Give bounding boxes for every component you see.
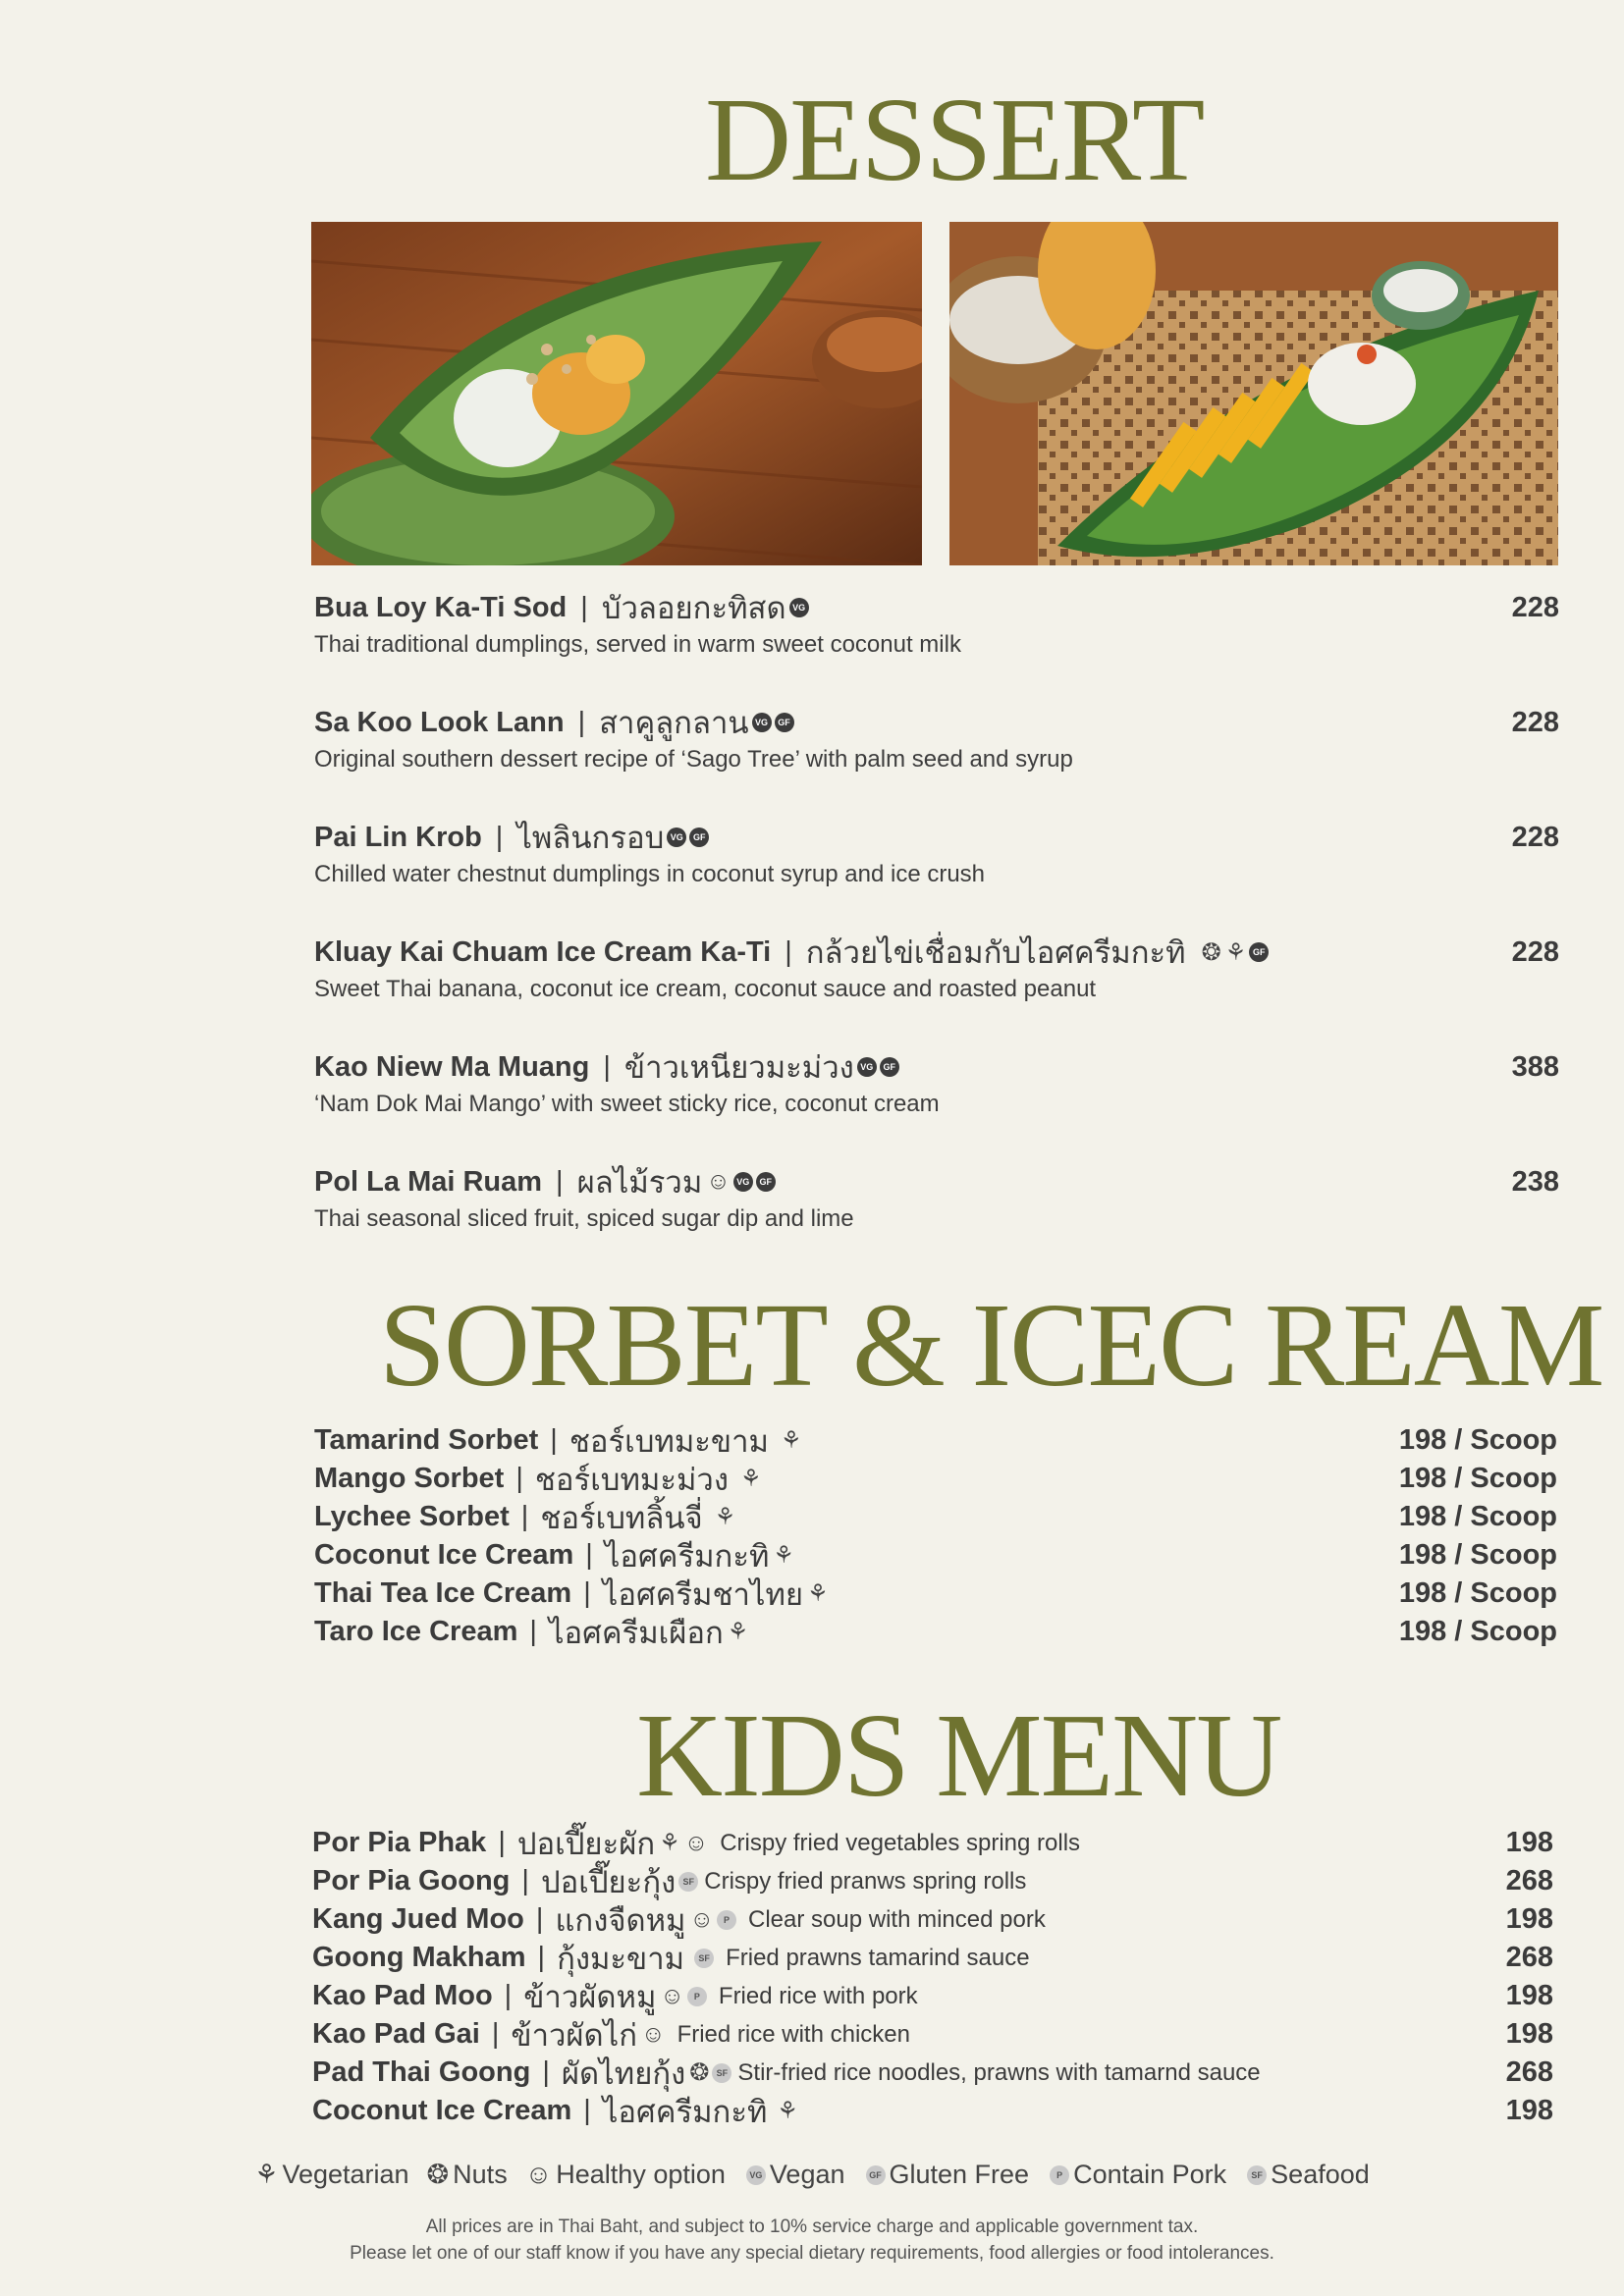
separator: | bbox=[498, 1827, 506, 1858]
item-name: Kang Jued Moo bbox=[312, 1903, 524, 1935]
separator: | bbox=[537, 1942, 546, 1973]
legend-gluten-free bbox=[863, 2160, 1030, 2190]
item-name: Pad Thai Goong bbox=[312, 2056, 531, 2088]
separator: | bbox=[515, 1463, 523, 1494]
legend-vegan bbox=[743, 2160, 845, 2190]
separator: | bbox=[583, 1577, 591, 1609]
item-price: 198 / Scoop bbox=[1398, 1577, 1557, 1609]
sorbet-title: SORBET & ICEC REAM bbox=[379, 1279, 1603, 1412]
legend-label: Gluten Free bbox=[889, 2160, 1030, 2189]
dessert-photo-mango-sticky-rice bbox=[949, 222, 1558, 565]
item-name: Pol La Mai Ruam bbox=[314, 1165, 543, 1198]
kids-row bbox=[312, 1824, 1553, 1862]
healthy-option-icon: ☺ bbox=[641, 2020, 666, 2048]
item-thai-name: กล้วยไข่เชื่อมกับไอศครีมกะทิ bbox=[805, 935, 1186, 970]
menu-item-bua-loy bbox=[314, 586, 1559, 659]
item-thai-name: ชอร์เบทมะม่วง bbox=[534, 1462, 729, 1497]
item-name: Lychee Sorbet bbox=[314, 1501, 510, 1532]
item-thai-name: ผัดไทยกุ้ง bbox=[561, 2056, 686, 2091]
item-thai-name: สาคูลูกลาน bbox=[599, 706, 749, 740]
legend-label: Contain Pork bbox=[1073, 2160, 1227, 2189]
item-price: 198 bbox=[1505, 1827, 1553, 1858]
gluten-free-badge-icon: GF bbox=[775, 713, 794, 732]
seafood-badge-icon: SF bbox=[712, 2063, 731, 2083]
separator: | bbox=[504, 1980, 513, 2011]
legend-nuts bbox=[427, 2160, 508, 2190]
item-name: Goong Makham bbox=[312, 1942, 526, 1973]
item-name: Bua Loy Ka-Ti Sod bbox=[314, 591, 568, 623]
item-price: 238 bbox=[1511, 1165, 1559, 1198]
separator: | bbox=[491, 2018, 500, 2050]
kids-row bbox=[312, 1939, 1553, 1977]
vegetarian-icon: ⚘ bbox=[773, 1542, 794, 1569]
item-name: Coconut Ice Cream bbox=[314, 1539, 574, 1571]
item-description: Sweet Thai banana, coconut ice cream, coconut sauce and roasted peanut bbox=[314, 976, 1097, 1002]
menu-item-pol-la-mai bbox=[314, 1160, 1559, 1233]
item-description: ‘Nam Dok Mai Mango’ with sweet sticky rice, coconut cream bbox=[314, 1091, 940, 1117]
item-price: 198 bbox=[1505, 2095, 1553, 2126]
item-thai-name: ข้าวเหนียวมะม่วง bbox=[623, 1050, 854, 1085]
seafood-badge-icon: SF bbox=[678, 1872, 698, 1892]
item-description: Thai seasonal sliced fruit, spiced sugar dip and lime bbox=[314, 1205, 854, 1232]
item-thai-name: ชอร์เบทมะขาม bbox=[568, 1423, 769, 1459]
contain-pork-badge-icon: P bbox=[717, 1910, 736, 1930]
gluten-free-badge-icon: GF bbox=[756, 1172, 776, 1192]
healthy-option-icon: ☺ bbox=[706, 1168, 731, 1195]
separator: | bbox=[529, 1616, 537, 1647]
item-price: 228 bbox=[1511, 821, 1559, 853]
healthy-option-icon: ☺ bbox=[660, 1982, 684, 2009]
item-name: Sa Koo Look Lann bbox=[314, 706, 565, 738]
item-price: 198 / Scoop bbox=[1398, 1424, 1557, 1456]
gluten-free-badge-icon: GF bbox=[689, 828, 709, 847]
dietary-note: Please let one of our staff know if you have any special dietary requirements, food allergies or food intolerances. bbox=[350, 2243, 1274, 2264]
sorbet-row bbox=[314, 1536, 1557, 1575]
item-thai-name: ผลไม้รวม bbox=[576, 1165, 703, 1200]
separator: | bbox=[583, 2095, 591, 2126]
gluten-free-badge-icon: GF bbox=[880, 1057, 899, 1077]
item-price: 268 bbox=[1505, 1942, 1553, 1973]
item-name: Tamarind Sorbet bbox=[314, 1424, 539, 1456]
vegetarian-icon: ⚘ bbox=[739, 1466, 762, 1492]
legend-vegetarian bbox=[254, 2160, 408, 2190]
item-price: 268 bbox=[1505, 2056, 1553, 2088]
sorbet-row bbox=[314, 1460, 1557, 1498]
item-name: Por Pia Goong bbox=[312, 1865, 511, 1896]
sorbet-row bbox=[314, 1498, 1557, 1536]
seafood-badge-icon: SF bbox=[1247, 2165, 1267, 2185]
kids-row bbox=[312, 1900, 1553, 1939]
item-description: Clear soup with minced pork bbox=[748, 1905, 1046, 1933]
item-thai-name: ปอเปี๊ยะผัก bbox=[516, 1826, 656, 1861]
legend-label: Vegan bbox=[769, 2160, 845, 2189]
separator: | bbox=[603, 1050, 611, 1083]
item-description: Fried prawns tamarind sauce bbox=[726, 1944, 1030, 1971]
separator: | bbox=[542, 2056, 550, 2088]
legend-seafood bbox=[1244, 2160, 1370, 2190]
separator: | bbox=[495, 821, 504, 853]
item-name: Pai Lin Krob bbox=[314, 821, 482, 853]
item-price: 228 bbox=[1511, 706, 1559, 738]
kids-row bbox=[312, 1862, 1553, 1900]
healthy-option-icon: ☺ bbox=[524, 2160, 553, 2189]
item-name: Kluay Kai Chuam Ice Cream Ka-Ti bbox=[314, 935, 772, 968]
vegetarian-icon: ⚘ bbox=[254, 2160, 279, 2189]
separator: | bbox=[585, 1539, 593, 1571]
legend-healthy bbox=[525, 2160, 726, 2190]
footer-note bbox=[0, 2214, 1624, 2267]
item-price: 388 bbox=[1511, 1050, 1559, 1083]
item-thai-name: บัวลอยกะทิสด bbox=[601, 591, 786, 625]
item-price: 228 bbox=[1511, 591, 1559, 623]
legend-label: Vegetarian bbox=[282, 2160, 409, 2189]
item-description: Stir-fried rice noodles, prawns with tamarnd sauce bbox=[737, 2058, 1261, 2086]
item-name: Kao Niew Ma Muang bbox=[314, 1050, 590, 1083]
vegetarian-icon: ⚘ bbox=[780, 1427, 802, 1454]
separator: | bbox=[550, 1424, 558, 1456]
item-description: Thai traditional dumplings, served in warm sweet coconut milk bbox=[314, 631, 961, 658]
gluten-free-badge-icon: GF bbox=[866, 2165, 886, 2185]
menu-item-pai-lin bbox=[314, 816, 1559, 888]
legend-contain-pork bbox=[1047, 2160, 1226, 2190]
vegan-badge-icon: VG bbox=[789, 598, 809, 617]
vegetarian-icon: ⚘ bbox=[714, 1504, 736, 1530]
item-price: 228 bbox=[1511, 935, 1559, 968]
legend-label: Healthy option bbox=[556, 2160, 726, 2189]
item-name: Kao Pad Gai bbox=[312, 2018, 480, 2050]
item-price: 198 / Scoop bbox=[1398, 1539, 1557, 1571]
item-thai-name: ข้าวผัดไก่ bbox=[511, 2017, 638, 2053]
nuts-icon: ❂ bbox=[689, 2059, 710, 2086]
item-price: 198 bbox=[1505, 1980, 1553, 2011]
vegetarian-icon: ⚘ bbox=[1224, 938, 1247, 966]
item-name: Mango Sorbet bbox=[314, 1463, 505, 1494]
vegan-badge-icon: VG bbox=[667, 828, 686, 847]
contain-pork-badge-icon: P bbox=[687, 1987, 707, 2006]
item-price: 198 bbox=[1505, 1903, 1553, 1935]
item-price: 198 bbox=[1505, 2018, 1553, 2050]
item-description: Fried rice with pork bbox=[718, 1982, 918, 2009]
item-thai-name: ข้าวผัดหมู bbox=[523, 1979, 657, 2014]
item-thai-name: ไอศครีมกะทิ bbox=[604, 1538, 770, 1574]
item-thai-name: ชอร์เบทลิ้นจี่ bbox=[540, 1500, 703, 1535]
vegetarian-icon: ⚘ bbox=[659, 1830, 680, 1856]
nuts-icon: ❂ bbox=[426, 2160, 450, 2189]
vegan-badge-icon: VG bbox=[746, 2165, 766, 2185]
separator: | bbox=[580, 591, 588, 623]
menu-item-kao-niew bbox=[314, 1045, 1559, 1118]
seafood-badge-icon: SF bbox=[694, 1949, 714, 1968]
vegan-badge-icon: VG bbox=[752, 713, 772, 732]
item-name: Kao Pad Moo bbox=[312, 1980, 493, 2011]
menu-item-sa-koo bbox=[314, 701, 1559, 774]
vegetarian-icon: ⚘ bbox=[807, 1580, 829, 1607]
healthy-option-icon: ☺ bbox=[689, 1905, 715, 1933]
separator: | bbox=[535, 1903, 544, 1935]
item-thai-name: ไอศครีมเผือก bbox=[548, 1615, 724, 1650]
item-name: Coconut Ice Cream bbox=[312, 2095, 572, 2126]
item-description: Original southern dessert recipe of ‘Sago Tree’ with palm seed and syrup bbox=[314, 746, 1073, 773]
kids-menu-title: KIDS MENU bbox=[636, 1689, 1281, 1822]
vegan-badge-icon: VG bbox=[857, 1057, 877, 1077]
dietary-legend bbox=[0, 2160, 1624, 2190]
vegan-badge-icon: VG bbox=[733, 1172, 753, 1192]
item-name: Por Pia Phak bbox=[312, 1827, 487, 1858]
dessert-title: DESSERT bbox=[705, 74, 1204, 206]
item-thai-name: ไอศครีมกะทิ bbox=[602, 2094, 768, 2129]
item-description: Crispy fried pranws spring rolls bbox=[704, 1867, 1027, 1895]
legend-label: Nuts bbox=[453, 2160, 508, 2189]
item-price: 198 / Scoop bbox=[1398, 1463, 1557, 1494]
item-price: 268 bbox=[1505, 1865, 1553, 1896]
sorbet-row bbox=[314, 1613, 1557, 1651]
kids-row bbox=[312, 2054, 1553, 2092]
item-thai-name: ปอเปี๊ยะกุ้ง bbox=[540, 1864, 677, 1899]
separator: | bbox=[556, 1165, 564, 1198]
vegetarian-icon: ⚘ bbox=[727, 1619, 749, 1645]
healthy-option-icon: ☺ bbox=[683, 1829, 709, 1856]
menu-item-kluay-kai bbox=[314, 931, 1559, 1003]
item-thai-name: กุ้งมะขาม bbox=[557, 1941, 685, 1976]
separator: | bbox=[577, 706, 586, 738]
item-thai-name: แกงจืดหมู bbox=[555, 1902, 686, 1938]
separator: | bbox=[785, 935, 792, 968]
price-note: All prices are in Thai Baht, and subject to 10% service charge and applicable government tax. bbox=[425, 2216, 1199, 2237]
separator: | bbox=[520, 1501, 529, 1532]
item-name: Taro Ice Cream bbox=[314, 1616, 518, 1647]
sorbet-row bbox=[314, 1575, 1557, 1613]
item-thai-name: ไอศครีมชาไทย bbox=[602, 1576, 804, 1612]
gluten-free-badge-icon: GF bbox=[1249, 942, 1269, 962]
vegetarian-icon: ⚘ bbox=[777, 2098, 798, 2124]
separator: | bbox=[521, 1865, 529, 1896]
contain-pork-badge-icon: P bbox=[1050, 2165, 1069, 2185]
kids-row bbox=[312, 2015, 1553, 2054]
item-name: Thai Tea Ice Cream bbox=[314, 1577, 572, 1609]
kids-row bbox=[312, 1977, 1553, 2015]
dessert-photo-coconut-ice-cream bbox=[311, 222, 922, 565]
item-description: Crispy fried vegetables spring rolls bbox=[720, 1829, 1081, 1856]
nuts-icon: ❂ bbox=[1201, 938, 1221, 966]
kids-row bbox=[312, 2092, 1553, 2130]
item-price: 198 / Scoop bbox=[1398, 1616, 1557, 1647]
legend-label: Seafood bbox=[1271, 2160, 1370, 2189]
item-price: 198 / Scoop bbox=[1398, 1501, 1557, 1532]
sorbet-row bbox=[314, 1421, 1557, 1460]
item-description: Fried rice with chicken bbox=[677, 2020, 910, 2048]
item-thai-name: ไพลินกรอบ bbox=[516, 821, 665, 855]
item-description: Chilled water chestnut dumplings in coconut syrup and ice crush bbox=[314, 861, 986, 887]
